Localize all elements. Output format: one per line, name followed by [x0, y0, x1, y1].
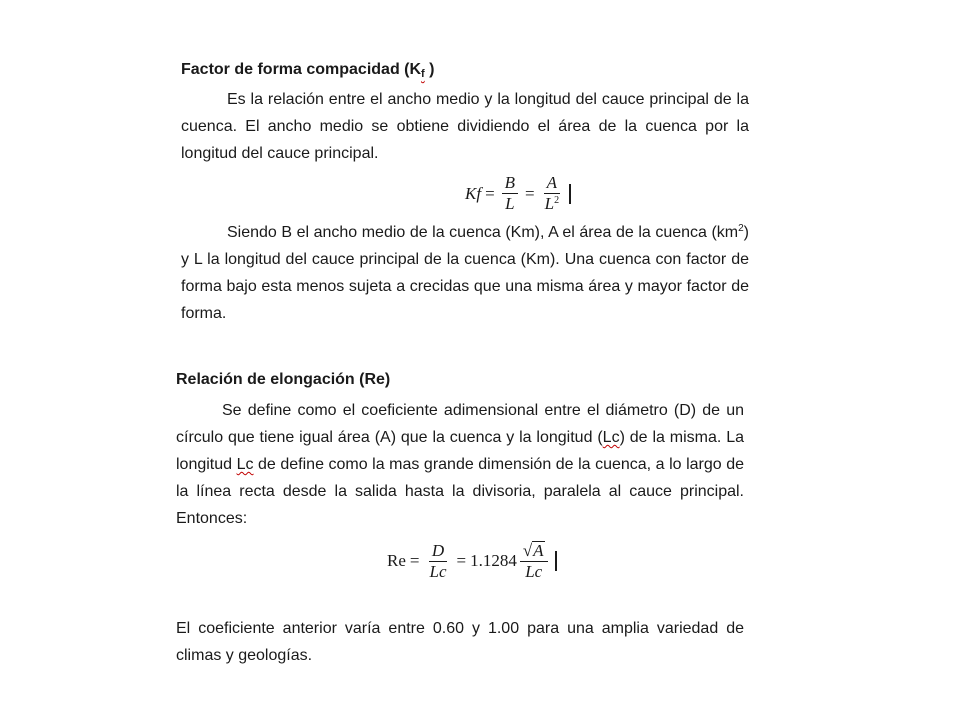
kf-formula-equals2: =	[525, 183, 535, 203]
section2-paragraph2: El coeficiente anterior varía entre 0.60 y 1.00 para una amplia variedad de climas y geologías.	[176, 620, 744, 664]
kf-formula-frac1-numerator: B	[502, 174, 518, 194]
re-formula-fraction2	[520, 541, 548, 581]
kf-formula	[465, 174, 571, 213]
kf-formula-lhs: Kf	[465, 183, 482, 203]
kf-formula-fraction1	[502, 174, 518, 213]
re-formula-sqrt	[523, 541, 545, 560]
kf-formula-frac1-denominator: L	[505, 194, 515, 213]
re-formula-frac2-denominator: Lc	[525, 562, 543, 581]
section1-paragraph2-text-a: Siendo B el ancho medio de la cuenca (Km), A el área de la cuenca (km	[227, 224, 739, 241]
re-formula-fraction1	[426, 542, 449, 581]
re-formula-frac1-denominator: Lc	[429, 561, 447, 581]
section1-heading-subscript: f	[421, 68, 425, 80]
text-cursor	[569, 184, 571, 204]
section1-paragraph2-superscript: 2	[738, 223, 744, 234]
section1-paragraph2	[181, 219, 749, 327]
section1-heading-text: Factor de forma compacidad (K	[181, 61, 422, 78]
section2-lc-term2: Lc	[236, 456, 254, 473]
section2-lc-term1: Lc	[602, 429, 620, 446]
re-formula	[387, 541, 557, 581]
kf-formula-equals1: =	[485, 183, 495, 203]
re-formula-coefficient: 1.1284	[470, 551, 517, 570]
re-formula-equals2: =	[456, 551, 467, 570]
kf-formula-frac2-numerator: A	[544, 174, 560, 194]
section2-heading: Relación de elongación (Re)	[176, 371, 391, 388]
text-cursor	[555, 551, 557, 571]
sqrt-icon: √	[522, 541, 533, 560]
re-formula-sqrt-argument: A	[533, 541, 544, 560]
section1-heading-close: )	[424, 61, 435, 78]
section2-paragraph1-text-b: ) de la misma. La longitud	[176, 429, 744, 473]
section1-paragraph2-text-b: ) y L la longitud del cauce principal de la cuenca (Km). Una cuenca con factor de forma bajo esta menos sujeta a crecidas que una misma área y mayor factor de forma.	[181, 224, 749, 322]
kf-formula-fraction2	[542, 174, 562, 213]
kf-formula-frac2-denominator: L	[544, 194, 555, 213]
section1-heading	[181, 61, 435, 80]
re-formula-lhs: Re	[387, 551, 406, 570]
section1-paragraph1	[181, 86, 749, 167]
section1-paragraph1-text: Es la relación entre el ancho medio y la longitud del cauce principal de la cuenca. El ancho medio se obtiene dividiendo el área de la cuenca por la longitud del cauce principal.	[181, 91, 749, 162]
re-formula-equals1: =	[409, 551, 420, 570]
kf-formula-frac2-exponent: 2	[554, 195, 560, 206]
re-formula-frac1-numerator: D	[429, 542, 447, 562]
section2-paragraph1-text-c: de define como la mas grande dimensión de la cuenca, a lo largo de la línea recta desde la salida hasta la divisoria, paralela al cauce principal. Entonces:	[176, 456, 744, 527]
section2-paragraph1	[176, 397, 744, 532]
section2-paragraph1-text-a: Se define como el coeficiente adimensional entre el diámetro (D) de un círculo que tiene igual área (A) que la cuenca y la longitud (	[176, 402, 744, 446]
